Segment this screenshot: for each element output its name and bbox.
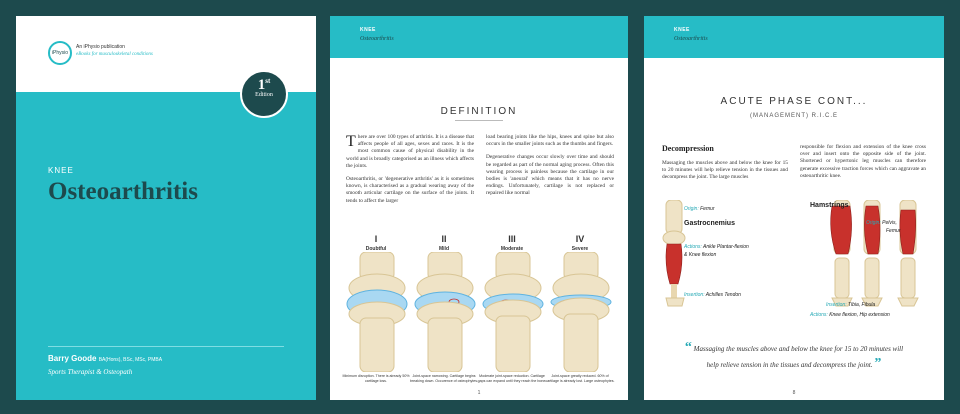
hamstrings-figure-front [898,200,918,306]
author-line [48,354,162,363]
cover-kicker: KNEE [48,166,74,175]
hams-insertion-label: Insertion: Tibia, Fibula [826,302,876,308]
body-column-right [486,134,614,204]
publisher-line: An iPhysio publication [76,44,125,50]
paragraph: Osteoarthritis, or 'degenerative arthritis' as it is sometimes known, is characterised as a gradual wearing away of the smooth articular cartilage on the surface of the joints. It tends to affect the larger [346,176,474,204]
subheading: Decompression [662,144,714,153]
logo-text: iPhysio [51,50,69,56]
paragraph: responsible for flexion and extension of the knee cross over and insert onto the opposite side of the joint. Shortened or hypertonic leg muscles can therefore generate excessive traction forces which can aggravate an osteoarthritic knee. [800,144,926,179]
stage-numeral: IV [575,234,585,244]
management-page [644,16,944,400]
body-column-left [662,160,788,188]
page-header [644,16,944,58]
stage-numeral: III [508,234,516,244]
stage-numeral: II [441,234,447,244]
stage-heading-3 [480,234,544,252]
cover-divider [48,346,284,347]
gastro-origin-label: Origin: Femur [684,206,715,212]
stage-caption-4: Joint-space greatly reduced. 60% of cartilage is already lost. Large osteophytes. [545,374,615,383]
hams-origin-line2: Femur [886,228,901,234]
stage-heading-2 [412,234,476,252]
pull-quote [684,340,904,372]
cover-title: Osteoarthritis [48,178,198,205]
hamstrings-figure-back [831,200,852,306]
header-title: Osteoarthritis [360,36,394,42]
stage-numeral: I [374,234,378,244]
close-quote-mark: ” [874,356,882,371]
section-subtitle: (MANAGEMENT) R.I.C.E [749,113,838,119]
header-title: Osteoarthritis [674,36,708,42]
open-quote-mark: “ [684,340,692,355]
section-rule [455,120,503,121]
drop-cap: T [346,133,356,150]
stage-name: Moderate [500,246,524,252]
knee-joint-stage-3 [483,252,543,372]
hamstrings-label: Hamstrings [810,202,849,209]
paragraph [346,134,474,170]
cover-page [16,16,316,400]
page-number: 1 [477,390,481,396]
gastrocnemius-label: Gastrocnemius [684,220,735,227]
edition-suffix: st [265,77,271,85]
paragraph-text: here are over 100 types of arthritis. It is a disease that affects people of all ages, sexes and races. It is the most common cause of physical disability in the world and is broadly categorised as an illness which affects the joints. [346,134,474,169]
body-column-right [800,144,926,186]
author-role: Sports Therapist & Osteopath [48,368,133,376]
stage-heading-1 [344,234,408,252]
stage-caption-3: Moderate joint-space reduction. Cartilage gaps can expand until they reach the bone. [477,374,547,383]
section-title: ACUTE PHASE CONT... [720,96,868,107]
page-header [330,16,628,58]
paragraph: Degenerative changes occur slowly over time and should be regarded as part of the normal aging process. Often this wearing process is painless because the cartilage in our bodies is 'aneural' which means that it has no nerve endings. Unfortunately, cartilage is not replaced or repaired like normal [486,154,614,197]
paragraph: load bearing joints like the hips, knees and spine but also occurs in the smaller joints such as the thumbs and fingers. [486,134,614,148]
page-number: 8 [792,390,796,396]
body-column-left [346,134,474,211]
stage-heading-4 [548,234,612,252]
header-kicker: KNEE [674,27,690,33]
author-name: Barry Goode [48,354,97,363]
author-credentials: BA(Hons), BSc, MSc, PMBA [98,357,163,363]
definition-page [330,16,628,400]
hams-actions-label: Actions: Knee flexion, Hip extension [810,312,890,318]
publisher-tagline: eBooks for musculoskeletal conditions [76,52,153,57]
stage-caption-1: Minimum disruption. There is already 50% cartilage loss. [342,374,410,383]
hams-origin-label: Origin: Pelvis, [866,220,897,226]
knee-joint-stage-2 [415,252,475,372]
knee-joint-stage-1 [347,252,407,372]
hamstrings-figure-side [862,200,882,306]
gastrocnemius-figure [663,200,685,306]
edition-badge [240,70,288,118]
gastro-actions-line2: & Knee flexion [684,252,717,258]
knee-joint-stage-4 [551,252,611,372]
stage-caption-2: Joint-space narrowing. Cartilage begins breaking down. Occurence of osteophytes. [409,374,479,383]
header-kicker: KNEE [360,27,376,33]
pull-quote-text: Massaging the muscles above and below the knee for 15 to 20 minutes will help relieve tension in the tissues and decompress the joint. [693,345,904,369]
edition-label: Edition [255,92,273,98]
section-title: DEFINITION [440,106,518,117]
iphysio-logo [48,41,72,65]
gastro-insertion-label: Insertion: Achilles Tendon [684,292,741,298]
paragraph: Massaging the muscles above and below the knee for 15 to 20 minutes will help relieve tension in the tissues and decompress the joint. The large muscles [662,160,788,181]
gastro-actions-label: Actions: Ankle Plantar-flexion [684,244,749,250]
stage-name: Severe [571,246,589,252]
stage-name: Mild [439,246,449,252]
knee-stages-illustration [344,252,616,372]
stage-name: Doubtful [365,246,387,252]
edition-number: 1 [257,77,266,93]
